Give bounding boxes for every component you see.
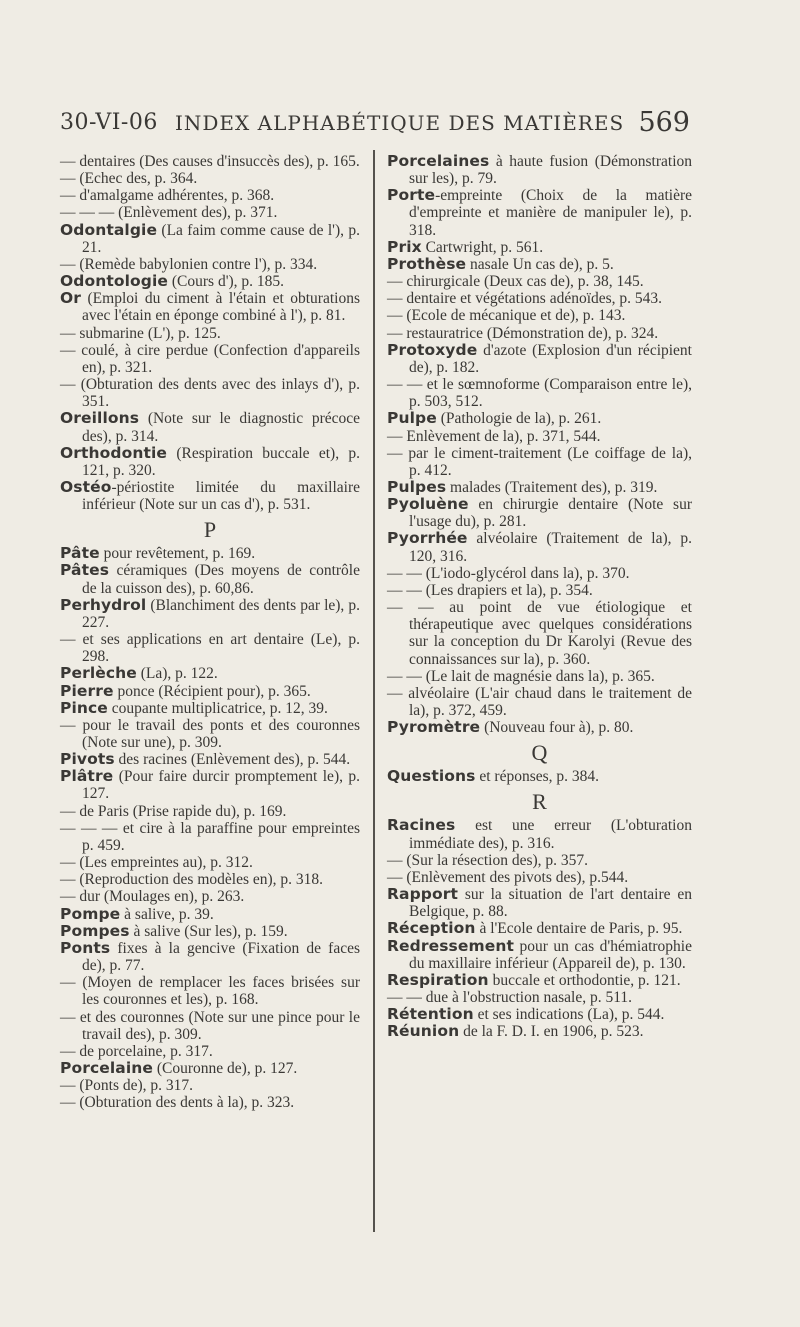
entry-text: -empreinte (Choix de la matière d'empreinte et manière de manipuler le), p. 318. [409,187,692,239]
entry-text: — alvéolaire (L'air chaud dans le traitement de la), p. 372, 459. [387,684,692,719]
index-entry [60,273,360,290]
index-entry [60,562,360,596]
entry-text: des racines (Enlèvement des), p. 544. [114,751,351,769]
entry-text: — (Ecole de mécanique et de), p. 143. [387,307,626,325]
index-entry [60,204,360,221]
entry-heading: Protoxyde [387,340,478,359]
index-entry [387,668,692,685]
entry-heading: Questions [387,767,476,786]
index-entry [60,290,360,324]
index-entry [60,768,360,802]
entry-heading: Porte [387,186,436,205]
entry-heading: Pierre [60,681,114,700]
entry-text: (Emploi du ciment à l'étain et obturations avec l'étain en éponge combiné à l'), p. 81. [81,290,360,325]
index-entry [387,938,692,972]
entry-text: (Pour faire durcir promptement le), p. 127. [82,768,360,803]
entry-heading: Pince [60,698,108,717]
index-entry [60,1060,360,1077]
index-entry [60,854,360,871]
entry-heading: Pompes [60,921,130,940]
entry-text: — (Obturation des dents à la), p. 323. [60,1094,295,1112]
index-entry [387,325,692,342]
entry-heading: Rétention [387,1005,474,1024]
entry-text: — dentaires (Des causes d'insuccès des), p. 165. [60,153,360,170]
section-letter: Q [531,740,548,766]
entry-heading: Pivots [60,750,115,769]
index-entry [60,325,360,342]
entry-heading: Pulpe [387,409,437,428]
index-entry [60,222,360,256]
entry-text: — (Remède babylonien contre l'), p. 334. [60,255,318,273]
index-column-right [387,153,692,1041]
index-entry [60,1009,360,1043]
index-entry [387,342,692,376]
entry-text: coupante multiplicatrice, p. 12, 39. [107,699,328,717]
entry-heading: Pompe [60,904,121,923]
entry-heading: Plâtre [60,767,114,786]
entry-heading: Porcelaines [387,152,490,170]
entry-text: (Cours d'), p. 185. [168,273,285,291]
index-entry [387,530,692,564]
index-entry [387,428,692,445]
entry-text: — — et le sœmnoforme (Comparaison entre le), p. 503, 512. [387,376,692,411]
index-entry [60,906,360,923]
entry-heading: Rapport [387,885,458,904]
entry-text: (La faim comme cause de l'), p. 21. [82,221,360,256]
entry-text: — par le ciment-traitement (Le coiffage de la), p. 412. [387,444,692,479]
entry-text: (La), p. 122. [136,665,218,683]
index-entry [387,1023,692,1040]
entry-heading: Odontalgie [60,220,158,239]
entry-heading: Or [60,289,82,308]
entry-text: — (Les empreintes au), p. 312. [60,854,253,872]
page-header [60,107,690,150]
entry-heading: Perlèche [60,664,137,683]
entry-text: — coulé, à cire perdue (Confection d'appareils en), p. 321. [60,341,360,376]
entry-heading: Ostéo [60,477,112,496]
entry-text: céramiques (Des moyens de contrôle de la cuisson des), p. 60,86. [82,562,360,597]
entry-heading: Oreillons [60,409,140,428]
page-number: 569 [638,107,690,138]
index-entry [60,479,360,513]
entry-text: — chirurgicale (Deux cas de), p. 38, 145. [387,273,644,291]
index-entry [387,920,692,937]
entry-heading: Pâtes [60,561,110,580]
index-entry [60,342,360,376]
index-entry [387,886,692,920]
index-entry [60,445,360,479]
index-entry [387,307,692,324]
entry-text: — (Moyen de remplacer les faces brisées sur les couronnes et les), p. 168. [60,974,360,1009]
index-entry [387,582,692,599]
index-entry [387,852,692,869]
index-entry [387,256,692,273]
index-entry [60,545,360,562]
entry-text: — — — (Enlèvement des), p. 371. [60,204,278,222]
index-entry [60,751,360,768]
entry-text: pour un cas d'hémiatrophie du maxillaire inférieur (Appareil de), p. 130. [409,937,692,972]
entry-text: fixes à la gencive (Fixation de faces de), p. 77. [82,939,360,975]
entry-text: (Respiration buccale et), p. 121, p. 320. [82,444,360,479]
index-entry [387,685,692,719]
entry-text: — (Obturation des dents avec des inlays d'), p. 351. [60,376,360,411]
entry-text: — — due à l'obstruction nasale, p. 511. [387,989,633,1007]
index-entry [60,153,360,170]
entry-text: — (Ponts de), p. 317. [60,1077,194,1095]
index-entry [60,597,360,631]
index-entry [60,631,360,665]
entry-text: (Pathologie de la), p. 261. [436,410,602,428]
entry-heading: Prothèse [387,254,467,273]
entry-text: et réponses, p. 384. [475,768,600,786]
index-entry [60,683,360,700]
entry-text: — — au point de vue étiologique et thérapeutique avec quelques considérations sur la conception du Dr Karolyi (Revue des connaissances sur la), p. 360. [387,599,692,668]
index-entry [387,153,692,187]
index-entry [60,923,360,940]
index-entry [387,719,692,736]
entry-heading: Porcelaine [60,1058,153,1077]
index-entry [387,376,692,410]
entry-heading: Pulpes [387,477,447,496]
entry-heading: Prix [387,237,422,256]
entry-text: — et ses applications en art dentaire (Le), p. 298. [60,631,360,666]
index-entry [387,972,692,989]
section-letter: P [203,517,217,543]
index-entry [60,871,360,888]
section-letter: R [532,789,547,815]
entry-heading: Orthodontie [60,443,168,462]
index-entry [387,290,692,307]
entry-text: buccale et orthodontie, p. 121. [488,971,681,989]
entry-text: — (Sur la résection des), p. 357. [387,851,589,869]
entry-text: — submarine (L'), p. 125. [60,324,221,342]
entry-heading: Perhydrol [60,595,147,614]
entry-text: de la F. D. I. en 1906, p. 523. [459,1023,644,1041]
index-entry [387,869,692,886]
entry-text: — restauratrice (Démonstration de), p. 324. [387,324,659,342]
index-entry [387,817,692,851]
index-entry [60,256,360,273]
index-entry [60,170,360,187]
entry-text: à salive (Sur les), p. 159. [129,922,288,940]
entry-text: d'azote (Explosion d'un récipient de), p. 182. [409,341,692,376]
page-title: INDEX ALPHABÉTIQUE DES MATIÈRES [175,111,625,135]
index-entry [387,768,692,785]
entry-text: — dur (Moulages en), p. 263. [60,888,245,906]
index-entry [387,187,692,238]
entry-heading: Odontologie [60,272,168,291]
entry-heading: Pâte [60,544,100,563]
entry-text: (Nouveau four à), p. 80. [480,719,634,737]
index-entry [60,376,360,410]
entry-text: — de porcelaine, p. 317. [60,1042,213,1060]
entry-text: — — (Le lait de magnésie dans la), p. 365. [387,667,655,685]
entry-text: — Enlèvement de la), p. 371, 544. [387,427,601,445]
index-entry [387,273,692,290]
entry-text: est une erreur (L'obturation immédiate des), p. 316. [409,817,692,852]
issue-date: 30-VI-06 [60,110,158,135]
index-entry [387,239,692,256]
entry-heading: Pyromètre [387,718,481,737]
entry-text: -périostite limitée du maxillaire inférieur (Note sur un cas d'), p. 531. [82,478,360,514]
index-entry [60,1077,360,1094]
index-entry [387,410,692,427]
entry-heading: Réunion [387,1022,460,1041]
index-entry [60,803,360,820]
entry-text: (Couronne de), p. 127. [153,1059,298,1077]
index-column-left [60,153,360,1111]
index-entry [60,974,360,1008]
column-divider [373,150,375,1232]
index-entry [60,665,360,682]
entry-text: nasale Un cas de), p. 5. [466,255,614,273]
entry-heading: Ponts [60,938,111,957]
index-entry [60,410,360,444]
index-entry [387,496,692,530]
index-entry [60,940,360,974]
index-entry [60,1043,360,1060]
entry-text: alvéolaire (Traitement de la), p. 120, 316. [409,530,692,565]
entry-text: — dentaire et végétations adénoïdes, p. 543. [387,290,663,308]
entry-text: — et des couronnes (Note sur une pince pour le travail des), p. 309. [60,1008,360,1043]
entry-text: en chirurgie dentaire (Note sur l'usage du), p. 281. [409,496,692,531]
index-entry [60,888,360,905]
entry-text: — d'amalgame adhérentes, p. 368. [60,187,275,205]
entry-text: — de Paris (Prise rapide du), p. 169. [60,802,287,820]
entry-heading: Pyorrhée [387,529,468,548]
entry-text: sur la situation de l'art dentaire en Belgique, p. 88. [409,886,692,921]
entry-text: à salive, p. 39. [120,905,214,923]
entry-text: pour revêtement, p. 169. [99,545,256,563]
index-entry [387,479,692,496]
entry-text: — (Enlèvement des pivots des), p.544. [387,868,629,886]
index-entry [60,1094,360,1111]
entry-heading: Respiration [387,970,489,989]
index-entry [60,820,360,854]
entry-text: — (Reproduction des modèles en), p. 318. [60,871,324,889]
entry-heading: Pyoluène [387,495,469,514]
entry-heading: Réception [387,919,476,938]
entry-text: et ses indications (La), p. 544. [473,1006,665,1024]
entry-text: — pour le travail des ponts et des couronnes (Note sur une), p. 309. [60,716,360,751]
entry-text: à l'Ecole dentaire de Paris, p. 95. [475,920,683,938]
entry-heading: Redressement [387,936,514,955]
entry-text: — — (L'iodo-glycérol dans la), p. 370. [387,564,630,582]
entry-text: Cartwright, p. 561. [421,238,544,256]
entry-text: — — — et cire à la paraffine pour empreintes p. 459. [60,819,360,854]
entry-heading: Racines [387,816,456,835]
entry-text: ponce (Récipient pour), p. 365. [113,682,311,700]
entry-text: — — (Les drapiers et la), p. 354. [387,581,593,599]
entry-text: (Note sur le diagnostic précoce des), p. 314. [82,410,360,445]
index-entry [387,599,692,668]
index-entry [387,565,692,582]
index-entry [387,989,692,1006]
index-entry [60,187,360,204]
index-entry [387,445,692,479]
index-entry [387,1006,692,1023]
entry-text: malades (Traitement des), p. 319. [446,478,658,496]
entry-text: à haute fusion (Démonstration sur les), p. 79. [409,153,692,188]
entry-text: (Blanchiment des dents par le), p. 227. [82,596,360,631]
index-entry [60,700,360,717]
entry-text: — (Echec des, p. 364. [60,170,198,188]
index-entry [60,717,360,751]
